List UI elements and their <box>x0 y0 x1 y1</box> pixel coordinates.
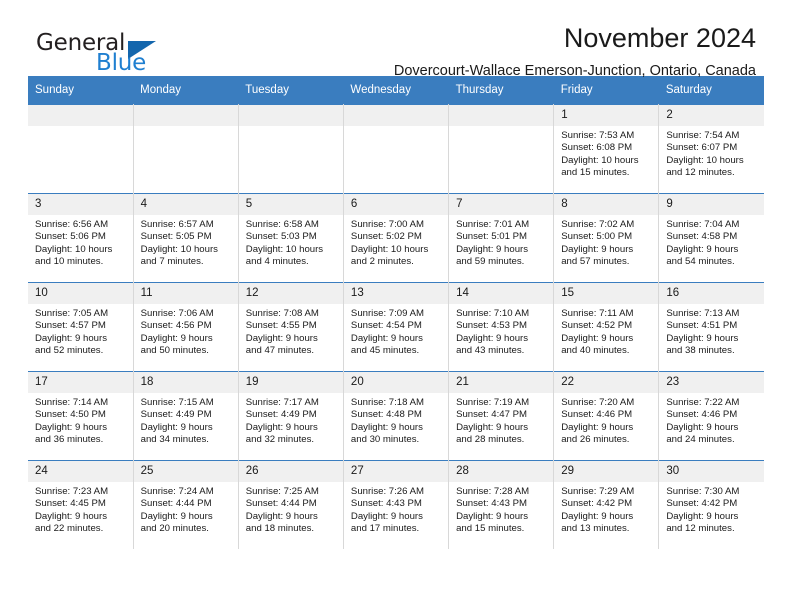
sunset-time: Sunset: 5:06 PM <box>35 231 106 243</box>
daylight-duration-line2: and 12 minutes. <box>666 523 735 535</box>
day-details <box>28 215 133 269</box>
calendar-day-cell[interactable] <box>449 461 554 550</box>
daylight-duration-line1: Daylight: 10 hours <box>245 243 324 255</box>
calendar-day-cell[interactable] <box>659 105 764 194</box>
calendar-day-cell[interactable] <box>554 105 659 194</box>
day-number: 21 <box>449 372 553 393</box>
day-number <box>344 105 448 126</box>
day-number: 28 <box>449 461 553 482</box>
day-details <box>659 126 764 180</box>
daylight-duration-line2: and 47 minutes. <box>245 345 315 357</box>
general-blue-logo[interactable] <box>36 30 236 78</box>
daylight-duration-line1: Daylight: 9 hours <box>456 332 529 344</box>
sunrise-time: Sunrise: 7:23 AM <box>35 486 109 497</box>
day-number: 1 <box>554 105 658 126</box>
day-number: 12 <box>239 283 343 304</box>
daylight-duration-line1: Daylight: 9 hours <box>456 243 529 255</box>
day-number: 22 <box>554 372 658 393</box>
daylight-duration-line2: and 57 minutes. <box>561 256 630 268</box>
daylight-duration-line2: and 12 minutes. <box>666 167 735 179</box>
weekday-header-friday: Friday <box>554 76 659 105</box>
daylight-duration-line1: Daylight: 9 hours <box>245 510 318 522</box>
calendar-week-row <box>28 194 764 283</box>
calendar-day-cell[interactable] <box>449 283 554 372</box>
day-details <box>239 215 343 269</box>
day-details <box>659 482 764 536</box>
sunset-time: Sunset: 5:03 PM <box>245 231 317 243</box>
sunset-time: Sunset: 4:57 PM <box>35 320 106 332</box>
sunset-time: Sunset: 4:44 PM <box>245 498 317 510</box>
sunrise-time: Sunrise: 7:05 AM <box>35 308 109 319</box>
daylight-duration-line2: and 40 minutes. <box>561 345 630 357</box>
sunrise-time: Sunrise: 7:19 AM <box>456 397 530 408</box>
calendar-day-cell[interactable] <box>28 461 133 550</box>
daylight-duration-line2: and 36 minutes. <box>35 434 104 446</box>
sunset-time: Sunset: 4:49 PM <box>245 409 317 421</box>
day-number: 23 <box>659 372 764 393</box>
daylight-duration-line1: Daylight: 9 hours <box>456 510 529 522</box>
daylight-duration-line2: and 22 minutes. <box>35 523 104 535</box>
sunrise-time: Sunrise: 7:13 AM <box>666 308 740 319</box>
sunset-time: Sunset: 4:49 PM <box>140 409 212 421</box>
day-details <box>344 482 448 536</box>
daylight-duration-line1: Daylight: 9 hours <box>456 421 529 433</box>
sunrise-time: Sunrise: 7:08 AM <box>245 308 319 319</box>
sunset-time: Sunset: 4:43 PM <box>350 498 422 510</box>
sunrise-time: Sunrise: 7:17 AM <box>245 397 319 408</box>
calendar-day-cell[interactable] <box>343 283 448 372</box>
daylight-duration-line1: Daylight: 9 hours <box>140 510 213 522</box>
daylight-duration-line2: and 24 minutes. <box>666 434 735 446</box>
day-number: 8 <box>554 194 658 215</box>
day-number: 18 <box>134 372 238 393</box>
sunrise-time: Sunrise: 7:18 AM <box>350 397 424 408</box>
day-details <box>449 482 553 536</box>
calendar-day-cell[interactable] <box>554 372 659 461</box>
day-number <box>449 105 553 126</box>
calendar-day-cell-empty <box>449 105 554 194</box>
day-number: 3 <box>28 194 133 215</box>
daylight-duration-line1: Daylight: 9 hours <box>350 332 423 344</box>
day-details <box>134 482 238 536</box>
day-details <box>659 215 764 269</box>
daylight-duration-line1: Daylight: 10 hours <box>561 154 639 166</box>
daylight-duration-line2: and 13 minutes. <box>561 523 630 535</box>
daylight-duration-line1: Daylight: 10 hours <box>666 154 744 166</box>
daylight-duration-line2: and 7 minutes. <box>140 256 204 268</box>
daylight-duration-line2: and 26 minutes. <box>561 434 630 446</box>
daylight-duration-line2: and 20 minutes. <box>140 523 209 535</box>
weekday-header-sunday: Sunday <box>28 76 133 105</box>
sunset-time: Sunset: 6:08 PM <box>561 142 633 154</box>
sunrise-time: Sunrise: 7:06 AM <box>140 308 214 319</box>
day-number: 10 <box>28 283 133 304</box>
sunrise-time: Sunrise: 7:11 AM <box>561 308 634 319</box>
daylight-duration-line2: and 15 minutes. <box>456 523 525 535</box>
day-number: 29 <box>554 461 658 482</box>
day-number: 17 <box>28 372 133 393</box>
weekday-header-saturday: Saturday <box>659 76 764 105</box>
day-details <box>134 304 238 358</box>
sunset-time: Sunset: 5:00 PM <box>561 231 633 243</box>
daylight-duration-line1: Daylight: 9 hours <box>245 332 318 344</box>
calendar-day-cell[interactable] <box>343 194 448 283</box>
day-details <box>239 482 343 536</box>
sunrise-time: Sunrise: 7:10 AM <box>456 308 530 319</box>
daylight-duration-line1: Daylight: 9 hours <box>666 421 739 433</box>
sunrise-time: Sunrise: 7:26 AM <box>350 486 424 497</box>
sunrise-time: Sunrise: 6:58 AM <box>245 219 319 230</box>
day-number: 11 <box>134 283 238 304</box>
day-details <box>134 393 238 447</box>
day-number: 13 <box>344 283 448 304</box>
sunset-time: Sunset: 4:44 PM <box>140 498 212 510</box>
weekday-header-tuesday: Tuesday <box>238 76 343 105</box>
sunset-time: Sunset: 4:43 PM <box>456 498 527 510</box>
calendar-day-cell[interactable] <box>343 372 448 461</box>
day-details <box>239 393 343 447</box>
sunrise-time: Sunrise: 7:15 AM <box>140 397 214 408</box>
calendar-day-cell[interactable] <box>659 372 764 461</box>
calendar-day-cell[interactable] <box>133 194 238 283</box>
day-number: 27 <box>344 461 448 482</box>
day-number: 2 <box>659 105 764 126</box>
calendar-day-cell[interactable] <box>554 283 659 372</box>
sunrise-time: Sunrise: 7:28 AM <box>456 486 530 497</box>
sunset-time: Sunset: 4:46 PM <box>561 409 633 421</box>
day-number: 9 <box>659 194 764 215</box>
daylight-duration-line1: Daylight: 9 hours <box>350 510 423 522</box>
sunset-time: Sunset: 4:42 PM <box>666 498 738 510</box>
calendar-day-cell[interactable] <box>554 461 659 550</box>
day-details <box>554 482 658 536</box>
sunset-time: Sunset: 4:52 PM <box>561 320 633 332</box>
sunrise-time: Sunrise: 7:20 AM <box>561 397 635 408</box>
page-header <box>28 0 764 79</box>
daylight-duration-line1: Daylight: 10 hours <box>350 243 429 255</box>
day-details <box>28 482 133 536</box>
sunrise-sunset-calendar <box>28 76 764 549</box>
sunrise-time: Sunrise: 6:57 AM <box>140 219 214 230</box>
calendar-day-cell[interactable] <box>133 283 238 372</box>
sunrise-time: Sunrise: 7:30 AM <box>666 486 740 497</box>
daylight-duration-line1: Daylight: 9 hours <box>35 332 107 344</box>
calendar-day-cell[interactable] <box>133 372 238 461</box>
daylight-duration-line2: and 54 minutes. <box>666 256 735 268</box>
day-number <box>239 105 343 126</box>
daylight-duration-line2: and 30 minutes. <box>350 434 420 446</box>
sunrise-time: Sunrise: 7:14 AM <box>35 397 109 408</box>
day-details <box>449 393 553 447</box>
sunset-time: Sunset: 4:58 PM <box>666 231 738 243</box>
daylight-duration-line1: Daylight: 9 hours <box>140 332 213 344</box>
daylight-duration-line1: Daylight: 9 hours <box>350 421 423 433</box>
day-details <box>659 304 764 358</box>
daylight-duration-line2: and 28 minutes. <box>456 434 525 446</box>
calendar-day-cell[interactable] <box>554 194 659 283</box>
daylight-duration-line1: Daylight: 9 hours <box>666 510 739 522</box>
sunset-time: Sunset: 4:46 PM <box>666 409 738 421</box>
daylight-duration-line2: and 52 minutes. <box>35 345 104 357</box>
day-details <box>554 215 658 269</box>
daylight-duration-line1: Daylight: 9 hours <box>245 421 318 433</box>
day-details <box>344 393 448 447</box>
day-number: 14 <box>449 283 553 304</box>
daylight-duration-line2: and 2 minutes. <box>350 256 414 268</box>
calendar-day-cell[interactable] <box>659 461 764 550</box>
daylight-duration-line2: and 34 minutes. <box>140 434 209 446</box>
daylight-duration-line2: and 45 minutes. <box>350 345 420 357</box>
calendar-day-cell[interactable] <box>449 372 554 461</box>
day-number: 20 <box>344 372 448 393</box>
calendar-day-cell[interactable] <box>28 283 133 372</box>
day-number: 6 <box>344 194 448 215</box>
calendar-day-cell[interactable] <box>133 461 238 550</box>
day-details <box>344 304 448 358</box>
sunrise-time: Sunrise: 7:54 AM <box>666 130 740 141</box>
location-subtitle: Dovercourt-Wallace Emerson-Junction, Ontario, Canada <box>393 63 756 79</box>
daylight-duration-line2: and 15 minutes. <box>561 167 630 179</box>
day-details <box>344 215 448 269</box>
logo-text-general: General <box>36 30 126 56</box>
calendar-day-cell[interactable] <box>343 461 448 550</box>
calendar-day-cell-empty <box>343 105 448 194</box>
daylight-duration-line1: Daylight: 9 hours <box>561 332 634 344</box>
daylight-duration-line1: Daylight: 9 hours <box>561 421 634 433</box>
calendar-week-row <box>28 283 764 372</box>
day-number: 25 <box>134 461 238 482</box>
sunset-time: Sunset: 4:53 PM <box>456 320 527 332</box>
daylight-duration-line2: and 59 minutes. <box>456 256 525 268</box>
day-number: 4 <box>134 194 238 215</box>
day-details <box>449 215 553 269</box>
calendar-header-row <box>28 76 764 105</box>
sunrise-time: Sunrise: 7:02 AM <box>561 219 635 230</box>
daylight-duration-line1: Daylight: 9 hours <box>35 510 107 522</box>
day-number: 30 <box>659 461 764 482</box>
day-details <box>28 393 133 447</box>
sunset-time: Sunset: 4:47 PM <box>456 409 527 421</box>
calendar-week-row <box>28 372 764 461</box>
sunset-time: Sunset: 4:42 PM <box>561 498 633 510</box>
calendar-day-cell[interactable] <box>449 194 554 283</box>
daylight-duration-line1: Daylight: 10 hours <box>35 243 113 255</box>
page-title: November 2024 <box>563 23 756 53</box>
calendar-day-cell[interactable] <box>238 283 343 372</box>
sunrise-time: Sunrise: 7:24 AM <box>140 486 214 497</box>
sunrise-time: Sunrise: 7:04 AM <box>666 219 740 230</box>
calendar-day-cell-empty <box>133 105 238 194</box>
calendar-day-cell[interactable] <box>28 372 133 461</box>
sunset-time: Sunset: 4:55 PM <box>245 320 317 332</box>
daylight-duration-line1: Daylight: 10 hours <box>140 243 218 255</box>
sunrise-time: Sunrise: 7:00 AM <box>350 219 424 230</box>
day-details <box>449 304 553 358</box>
calendar-day-cell[interactable] <box>238 194 343 283</box>
sunset-time: Sunset: 4:45 PM <box>35 498 106 510</box>
day-details <box>554 126 658 180</box>
day-details <box>554 304 658 358</box>
day-number: 19 <box>239 372 343 393</box>
weekday-header-wednesday: Wednesday <box>343 76 448 105</box>
calendar-week-row <box>28 461 764 550</box>
sunrise-time: Sunrise: 7:29 AM <box>561 486 635 497</box>
daylight-duration-line2: and 50 minutes. <box>140 345 209 357</box>
sunrise-time: Sunrise: 7:01 AM <box>456 219 530 230</box>
daylight-duration-line1: Daylight: 9 hours <box>35 421 107 433</box>
calendar-day-cell-empty <box>28 105 133 194</box>
daylight-duration-line2: and 10 minutes. <box>35 256 104 268</box>
sunset-time: Sunset: 6:07 PM <box>666 142 738 154</box>
day-details <box>239 304 343 358</box>
sunrise-time: Sunrise: 7:25 AM <box>245 486 319 497</box>
sunrise-time: Sunrise: 6:56 AM <box>35 219 109 230</box>
day-details <box>28 304 133 358</box>
day-number: 24 <box>28 461 133 482</box>
sunset-time: Sunset: 5:01 PM <box>456 231 527 243</box>
daylight-duration-line2: and 4 minutes. <box>245 256 309 268</box>
daylight-duration-line1: Daylight: 9 hours <box>561 243 634 255</box>
daylight-duration-line2: and 18 minutes. <box>245 523 315 535</box>
daylight-duration-line2: and 43 minutes. <box>456 345 525 357</box>
daylight-duration-line2: and 38 minutes. <box>666 345 735 357</box>
daylight-duration-line1: Daylight: 9 hours <box>666 332 739 344</box>
sunrise-time: Sunrise: 7:53 AM <box>561 130 635 141</box>
calendar-day-cell[interactable] <box>659 194 764 283</box>
sunset-time: Sunset: 4:51 PM <box>666 320 738 332</box>
sunset-time: Sunset: 4:50 PM <box>35 409 106 421</box>
calendar-body <box>28 105 764 550</box>
sunrise-time: Sunrise: 7:09 AM <box>350 308 424 319</box>
daylight-duration-line2: and 17 minutes. <box>350 523 420 535</box>
day-number: 15 <box>554 283 658 304</box>
day-number <box>134 105 238 126</box>
day-details <box>134 215 238 269</box>
day-number: 26 <box>239 461 343 482</box>
sunset-time: Sunset: 5:05 PM <box>140 231 212 243</box>
sunset-time: Sunset: 4:54 PM <box>350 320 422 332</box>
calendar-day-cell[interactable] <box>659 283 764 372</box>
weekday-header-monday: Monday <box>133 76 238 105</box>
sunset-time: Sunset: 4:56 PM <box>140 320 212 332</box>
sunset-time: Sunset: 4:48 PM <box>350 409 422 421</box>
calendar-day-cell-empty <box>238 105 343 194</box>
day-details <box>659 393 764 447</box>
day-number: 5 <box>239 194 343 215</box>
day-number <box>28 105 133 126</box>
calendar-day-cell[interactable] <box>238 461 343 550</box>
daylight-duration-line1: Daylight: 9 hours <box>140 421 213 433</box>
daylight-duration-line2: and 32 minutes. <box>245 434 315 446</box>
sunrise-time: Sunrise: 7:22 AM <box>666 397 740 408</box>
daylight-duration-line1: Daylight: 9 hours <box>666 243 739 255</box>
day-number: 16 <box>659 283 764 304</box>
title-block <box>394 22 756 80</box>
weekday-header-thursday: Thursday <box>449 76 554 105</box>
daylight-duration-line1: Daylight: 9 hours <box>561 510 634 522</box>
logo-text-blue: Blue <box>96 50 147 76</box>
calendar-day-cell[interactable] <box>238 372 343 461</box>
calendar-week-row <box>28 105 764 194</box>
sunset-time: Sunset: 5:02 PM <box>350 231 422 243</box>
calendar-day-cell[interactable] <box>28 194 133 283</box>
day-details <box>554 393 658 447</box>
day-number: 7 <box>449 194 553 215</box>
